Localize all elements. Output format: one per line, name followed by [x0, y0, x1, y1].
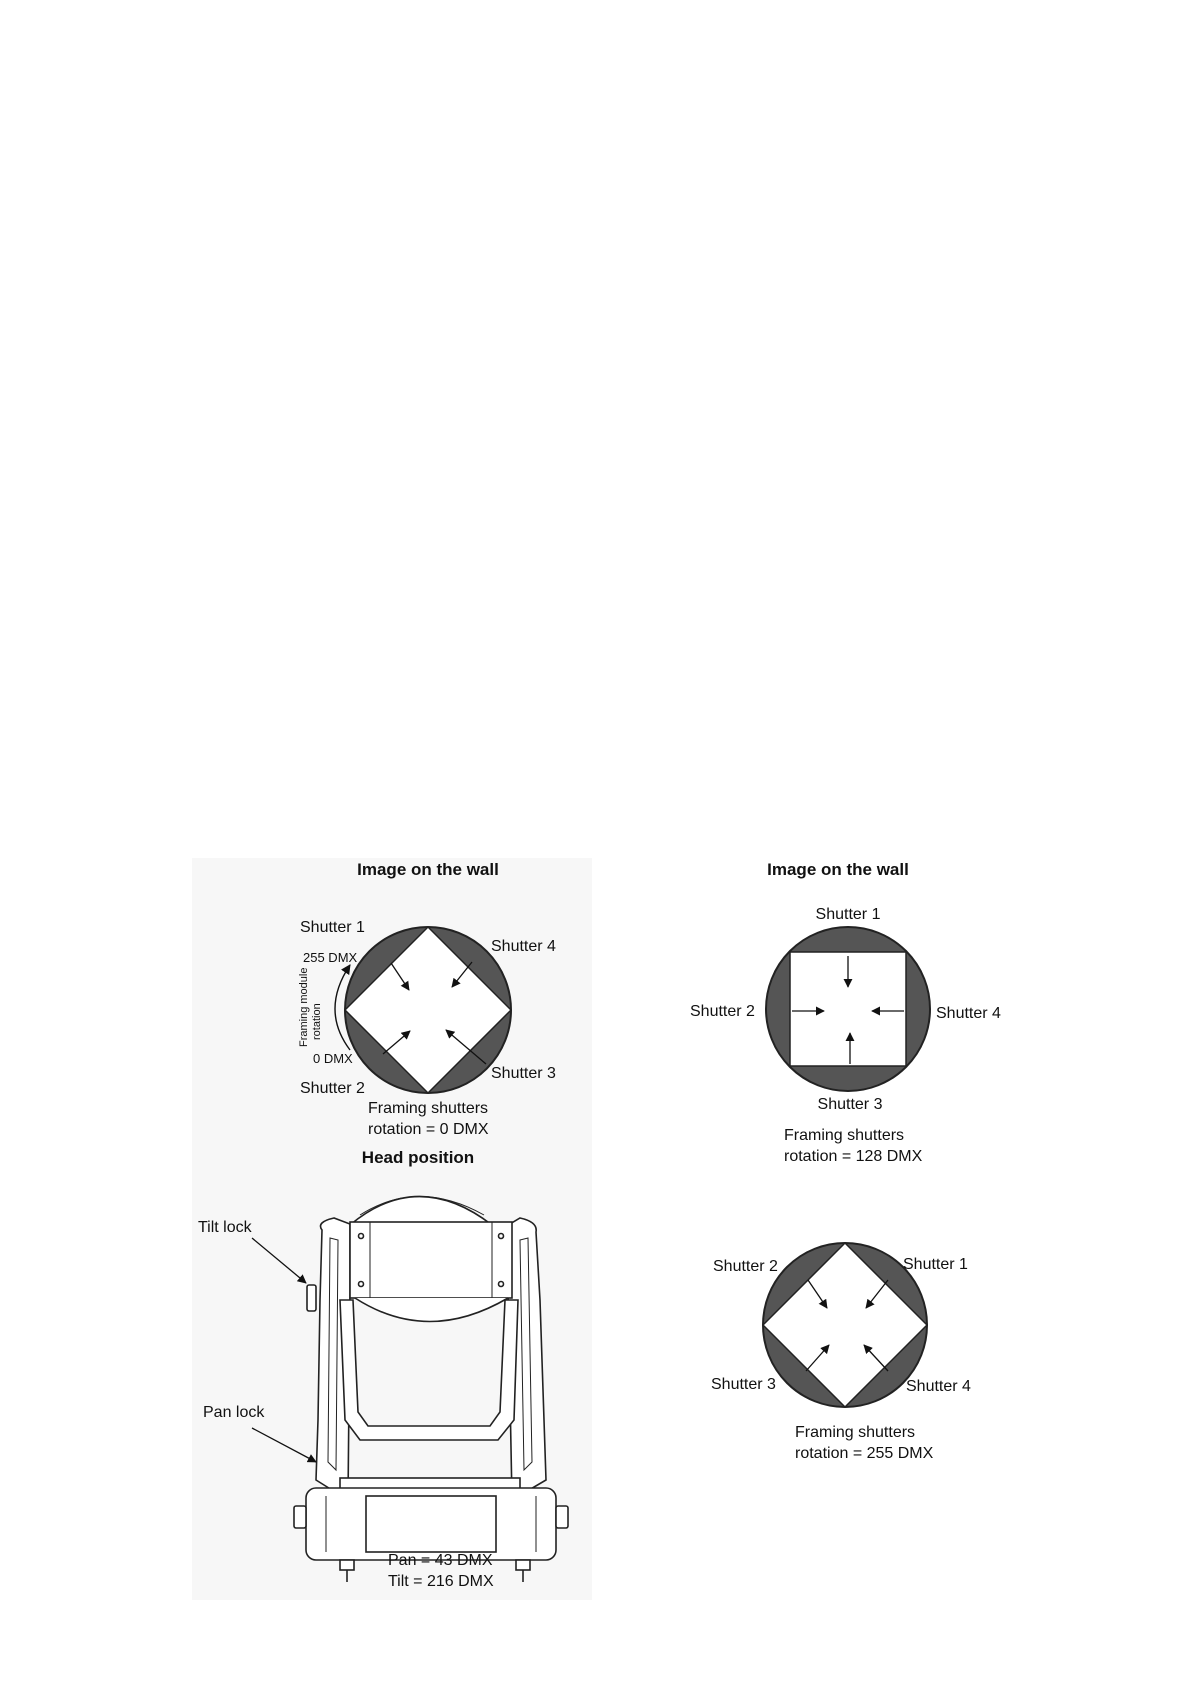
- label-255-dmx: 255 DMX: [303, 950, 358, 965]
- label-shutter-2: Shutter 2: [690, 1003, 755, 1020]
- tilt-lock-handle: [307, 1285, 316, 1311]
- caption-line-1: Framing shutters: [784, 1127, 905, 1144]
- label-shutter-1: Shutter 1: [815, 906, 881, 923]
- label-shutter-3: Shutter 3: [711, 1376, 776, 1393]
- label-framing-module: Framing module: [298, 967, 310, 1047]
- head-screw-br: [499, 1282, 504, 1287]
- label-rotation: rotation: [311, 1003, 323, 1040]
- shutter-diagram-255-dmx: [711, 1243, 971, 1462]
- base-handle-right: [556, 1506, 568, 1528]
- caption-line-2: rotation = 255 DMX: [795, 1445, 934, 1462]
- base-foot-right: [516, 1560, 530, 1570]
- caption-line-1: Framing shutters: [795, 1424, 916, 1441]
- label-shutter-4: Shutter 4: [491, 938, 556, 955]
- caption-line-2: rotation = 128 DMX: [784, 1148, 923, 1165]
- base-handle-left: [294, 1506, 306, 1528]
- tilt-value: Tilt = 216 DMX: [388, 1573, 494, 1590]
- label-shutter-4: Shutter 4: [906, 1378, 971, 1395]
- label-shutter-1: Shutter 1: [903, 1256, 968, 1273]
- label-shutter-1: Shutter 1: [300, 919, 365, 936]
- head-screw-tl: [359, 1234, 364, 1239]
- caption-line-2: rotation = 0 DMX: [368, 1121, 489, 1138]
- label-shutter-2: Shutter 2: [713, 1258, 778, 1275]
- head-screw-tr: [499, 1234, 504, 1239]
- label-shutter-2: Shutter 2: [300, 1080, 365, 1097]
- base-foot-left: [340, 1560, 354, 1570]
- pan-value: Pan = 43 DMX: [388, 1552, 493, 1569]
- label-shutter-4: Shutter 4: [936, 1005, 1001, 1022]
- caption-line-1: Framing shutters: [368, 1100, 489, 1117]
- left-title: Image on the wall: [357, 860, 499, 879]
- head-body: [350, 1222, 512, 1298]
- label-shutter-3: Shutter 3: [817, 1096, 883, 1113]
- label-shutter-3: Shutter 3: [491, 1065, 556, 1082]
- right-title: Image on the wall: [767, 860, 909, 879]
- head-screw-bl: [359, 1282, 364, 1287]
- label-tilt-lock: Tilt lock: [198, 1219, 252, 1236]
- head-title: Head position: [361, 1148, 475, 1167]
- base-display-panel: [366, 1496, 496, 1552]
- shutter-diagram-128-dmx: [690, 860, 1001, 1165]
- label-0-dmx: 0 DMX: [313, 1051, 353, 1066]
- label-pan-lock: Pan lock: [203, 1404, 265, 1421]
